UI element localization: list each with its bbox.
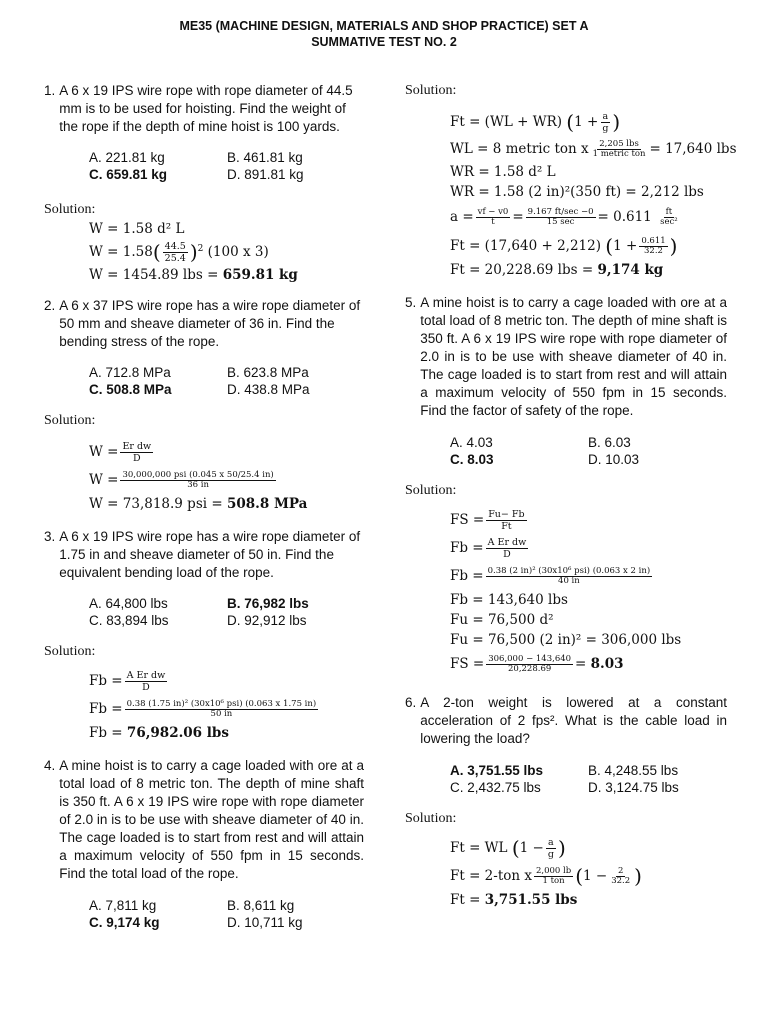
- solution-1: [89, 219, 364, 285]
- final-answer: 8.03: [590, 656, 624, 672]
- paren-close: ): [634, 864, 642, 888]
- choice-c-correct: C. 508.8 MPa: [89, 382, 172, 397]
- solution-label: Solution:: [405, 83, 457, 98]
- fraction-denominator: D: [133, 452, 141, 464]
- solution-2: [89, 438, 364, 514]
- choice-d: D. 92,912 lbs: [227, 613, 307, 628]
- equation-part: Ft = WL: [450, 840, 508, 856]
- fraction-denominator: 50 in: [210, 708, 233, 719]
- solution-label: Solution:: [44, 413, 96, 428]
- equation: Fb = 143,640 lbs: [450, 592, 568, 608]
- fraction: [163, 241, 188, 264]
- question-number: 3.: [44, 529, 56, 544]
- fraction-numerator: 306,000 − 143,640: [488, 653, 572, 664]
- fraction-denominator: D: [142, 681, 150, 693]
- solution-5: [450, 506, 727, 678]
- fraction: [591, 140, 648, 159]
- equation: Fu = 76,500 (2 in)² = 306,000 lbs: [450, 632, 682, 648]
- solution-label: Solution:: [405, 811, 457, 826]
- fraction-denominator: 1 metric ton: [592, 148, 646, 159]
- solution-label: Solution:: [405, 483, 457, 498]
- choice-d: D. 3,124.75 lbs: [588, 780, 679, 795]
- equation: [450, 260, 727, 280]
- equation-part: 1 −: [519, 840, 544, 856]
- question-number: 5.: [405, 295, 417, 310]
- fraction: [600, 111, 610, 134]
- fraction-numerator: Fu− Fb: [488, 508, 525, 520]
- solution-6: [450, 834, 727, 910]
- equation: [89, 695, 364, 723]
- document-title-line2: SUMMATIVE TEST NO. 2: [311, 35, 457, 49]
- equation: [450, 136, 737, 162]
- equation: [89, 466, 364, 494]
- equation-part: Fb =: [89, 673, 123, 689]
- equation: [450, 890, 727, 910]
- equation-part: =: [575, 656, 587, 672]
- equation-part: (100 x 3): [207, 244, 269, 260]
- fraction-denominator: 20,228.69: [508, 663, 552, 674]
- choice-a: A. 7,811 kg: [89, 898, 157, 913]
- equation: Fu = 76,500 d²: [450, 612, 554, 628]
- equation: [450, 534, 727, 562]
- choice-b: B. 623.8 MPa: [227, 365, 309, 380]
- fraction: [609, 867, 632, 886]
- left-column: [44, 82, 364, 931]
- equation-part: W =: [89, 444, 119, 460]
- fraction-denominator: 40 in: [558, 575, 580, 586]
- solution-3: [89, 667, 364, 743]
- fraction: [486, 537, 529, 560]
- paren-open: (: [152, 240, 161, 264]
- question-3: [44, 528, 364, 582]
- fraction-numerator: 2,205 lbs: [599, 138, 639, 149]
- equation-part: = 0.611: [597, 209, 652, 225]
- equation-part: Ft =: [450, 892, 481, 908]
- equation: [450, 562, 727, 590]
- question-1: [44, 82, 364, 136]
- paren-close: ): [669, 234, 678, 258]
- fraction-denominator: sec²: [660, 216, 678, 227]
- solution-4: [450, 108, 737, 280]
- choices-6: [450, 762, 727, 796]
- question-text: A mine hoist is to carry a cage loaded with ore at a total load of 8 metric ton. The depth of mine shaft is 350 ft. A 6 x 19 IPS wire rope with rope diameter of 2.0 in is to be use with sheave diameter of 40 in. The cage loaded is to start from rest and will attain a maximum velocity of 550 fpm in 15 seconds. Find the total load of the rope.: [59, 758, 364, 881]
- fraction-numerator: A Er dw: [487, 536, 527, 548]
- fraction-numerator: Er dw: [122, 440, 152, 452]
- equation-part: 1 +: [574, 114, 599, 130]
- fraction: [526, 208, 596, 227]
- choices-1: [89, 149, 364, 183]
- choice-c: C. 83,894 lbs: [89, 613, 169, 628]
- choice-b-correct: B. 76,982 lbs: [227, 596, 309, 611]
- fraction: [476, 208, 511, 227]
- equation-part: Fb =: [450, 568, 484, 584]
- equation-part: Ft = 2-ton x: [450, 868, 532, 884]
- equation-part: Fb =: [450, 540, 484, 556]
- question-5: [405, 294, 727, 420]
- question-4: [44, 757, 364, 883]
- equation: W = 1.58 ( $\frac{44.5}{25.4}$ ) $^2$ (100 x 3): [89, 240, 269, 264]
- equation-part: Ft = 20,228.69 lbs =: [450, 262, 594, 278]
- fraction-denominator: 15 sec: [546, 216, 575, 227]
- choice-d: D. 438.8 MPa: [227, 382, 310, 397]
- fraction: [486, 509, 526, 532]
- choice-c-correct: C. 659.81 kg: [89, 167, 168, 182]
- fraction-numerator: 0.38 (2 in)² (30x10⁶ psi) (0.063 x 2 in): [487, 565, 651, 576]
- fraction-numerator: 2: [617, 865, 624, 876]
- choice-d: D. 891.81 kg: [227, 167, 304, 182]
- final-answer: 9,174 kg: [597, 262, 664, 278]
- solution-label: Solution:: [44, 202, 96, 217]
- choice-b: B. 6.03: [588, 435, 631, 450]
- fraction: [120, 441, 153, 464]
- choice-b: B. 8,611 kg: [227, 898, 295, 913]
- choice-a: A. 4.03: [450, 435, 493, 450]
- fraction: [546, 837, 556, 860]
- fraction: [486, 567, 653, 586]
- question-text: A mine hoist is to carry a cage loaded with ore at a total load of 8 metric ton. The depth of mine shaft is 350 ft. A 6 x 19 IPS wire rope with rope diameter of 2.0 in is to be use with sheave diameter of 40 in. The cage loaded is to start from rest and will attain a maximum velocity of 550 fpm in 15 seconds. Find the factor of safety of the rope.: [420, 295, 727, 418]
- equation-part: W = 1.58: [89, 244, 153, 260]
- final-answer: 508.8 MPa: [226, 496, 308, 512]
- fraction-numerator: 2,000 lb: [536, 865, 572, 876]
- fraction-denominator: Ft: [501, 520, 512, 532]
- equation-part: W = 73,818.9 psi =: [89, 496, 223, 512]
- question-number: 4.: [44, 758, 56, 773]
- fraction: [486, 655, 573, 674]
- choice-b: B. 461.81 kg: [227, 150, 303, 165]
- fraction-numerator: 44.5: [164, 240, 186, 252]
- choices-4: [89, 897, 364, 931]
- question-number: 6.: [405, 695, 417, 710]
- fraction-denominator: 36 in: [187, 479, 209, 490]
- equation-part: FS =: [450, 656, 485, 672]
- equation: [450, 650, 727, 678]
- paren-close: ): [612, 110, 621, 134]
- paren-open: (: [575, 864, 584, 888]
- question-text: A 6 x 37 IPS wire rope has a wire rope diameter of 50 mm and sheave diameter of 36 in. Find the bending stress of the rope.: [59, 298, 361, 349]
- question-number: 2.: [44, 298, 56, 313]
- fraction-numerator: a: [548, 836, 554, 848]
- fraction-denominator: D: [503, 548, 511, 560]
- choice-b: B. 4,248.55 lbs: [588, 763, 679, 778]
- question-2: [44, 297, 364, 351]
- fraction: [120, 471, 275, 490]
- paren-open: (: [605, 234, 614, 258]
- fraction-denominator: 1 ton: [542, 875, 565, 886]
- choices-3: [89, 595, 364, 629]
- question-6: [405, 694, 727, 748]
- question-text: A 2-ton weight is lowered at a constant acceleration of 2 fps². What is the cable load in lowering the load?: [420, 695, 727, 746]
- choice-c-correct: C. 9,174 kg: [89, 915, 160, 930]
- fraction-numerator: 0.611: [641, 235, 666, 246]
- fraction-denominator: 32.2: [611, 875, 631, 886]
- equation: WR = 1.58 (2 in)²(350 ft) = 2,212 lbs: [450, 184, 704, 200]
- fraction: [125, 700, 319, 719]
- equation: [89, 438, 364, 466]
- equation-part: Fb =: [89, 701, 123, 717]
- choices-5: [450, 434, 727, 468]
- equation-part: WL = 8 metric ton x: [450, 141, 589, 157]
- choice-a: A. 221.81 kg: [89, 150, 165, 165]
- equation-part: = 17,640 lbs: [649, 141, 737, 157]
- choice-a: A. 712.8 MPa: [89, 365, 171, 380]
- equation: a = $\frac{vf - v0}{t}$ = $\frac{9.167 ft/\sec -0}{15 \sec}$ = 0.611 $\frac{ft}{\text{sec²}}$: [450, 206, 678, 227]
- choice-d: D. 10,711 kg: [227, 915, 303, 930]
- document-title-line1: ME35 (MACHINE DESIGN, MATERIALS AND SHOP PRACTICE) SET A: [179, 19, 589, 33]
- choice-a: A. 64,800 lbs: [89, 596, 168, 611]
- paren-close: ): [189, 240, 198, 264]
- fraction-denominator: g: [602, 122, 609, 134]
- equation-part: Ft = (17,640 + 2,212): [450, 238, 601, 254]
- equation-part: FS =: [450, 512, 485, 528]
- fraction: [534, 867, 573, 886]
- paren-open: (: [566, 110, 575, 134]
- fraction-denominator: 32.2: [644, 245, 663, 256]
- fraction-numerator: 9.167 ft/sec −0: [527, 206, 594, 217]
- unit-fraction: [658, 208, 680, 227]
- choice-d: D. 10.03: [588, 452, 640, 467]
- equation: W = 1.58 d² L: [89, 221, 185, 237]
- equation: [450, 862, 727, 890]
- equation-part: Fb =: [89, 725, 123, 741]
- equation: [450, 834, 727, 862]
- fraction-denominator: 25.4: [164, 252, 186, 264]
- fraction-numerator: vf − v0: [477, 206, 509, 217]
- fraction-numerator: 30,000,000 psi (0.045 x 50/25.4 in): [122, 469, 274, 480]
- choices-2: [89, 364, 364, 398]
- fraction-numerator: 0.38 (1.75 in)² (30x10⁶ psi) (0.063 x 1.75 in): [126, 698, 317, 709]
- equation-part: 1 +: [613, 238, 638, 254]
- equation: [450, 108, 727, 136]
- equation-part: 1 −: [583, 868, 608, 884]
- equation: [89, 667, 364, 695]
- equation: [89, 494, 364, 514]
- equation-part: Ft = (WL + WR): [450, 114, 562, 130]
- paren-close: ): [557, 836, 566, 860]
- fraction-denominator: g: [547, 848, 554, 860]
- fraction-denominator: t: [491, 216, 495, 227]
- equation: [89, 723, 364, 743]
- equation-part: W = 1454.89 lbs =: [89, 267, 219, 283]
- fraction: [125, 670, 168, 693]
- equation: [450, 506, 727, 534]
- equation: [450, 232, 727, 260]
- choice-a-correct: A. 3,751.55 lbs: [450, 763, 544, 778]
- equation-part: a =: [450, 209, 474, 225]
- equation-part: W =: [89, 472, 119, 488]
- final-answer: 76,982.06 lbs: [126, 725, 229, 741]
- fraction-numerator: ft: [665, 206, 673, 217]
- fraction: [639, 237, 667, 256]
- question-text: A 6 x 19 IPS wire rope has a wire rope diameter of 1.75 in and sheave diameter of 50 in. Find the equivalent bending load of the rope.: [59, 529, 361, 580]
- fraction-numerator: A Er dw: [126, 669, 166, 681]
- paren-open: (: [511, 836, 520, 860]
- final-answer: 659.81 kg: [222, 267, 298, 283]
- choice-c-correct: C. 8.03: [450, 452, 494, 467]
- final-answer: 3,751.55 lbs: [484, 892, 578, 908]
- equation: [89, 265, 364, 285]
- question-number: 1.: [44, 83, 56, 98]
- equation: WR = 1.58 d² L: [450, 164, 556, 180]
- choice-c: C. 2,432.75 lbs: [450, 780, 541, 795]
- right-column: [405, 82, 737, 910]
- solution-label: Solution:: [44, 644, 96, 659]
- question-text: A 6 x 19 IPS wire rope with rope diameter of 44.5 mm is to be used for hoisting. Find the weight of the rope if the depth of mine hoist is 100 yards.: [59, 83, 353, 134]
- fraction-numerator: a: [602, 110, 609, 122]
